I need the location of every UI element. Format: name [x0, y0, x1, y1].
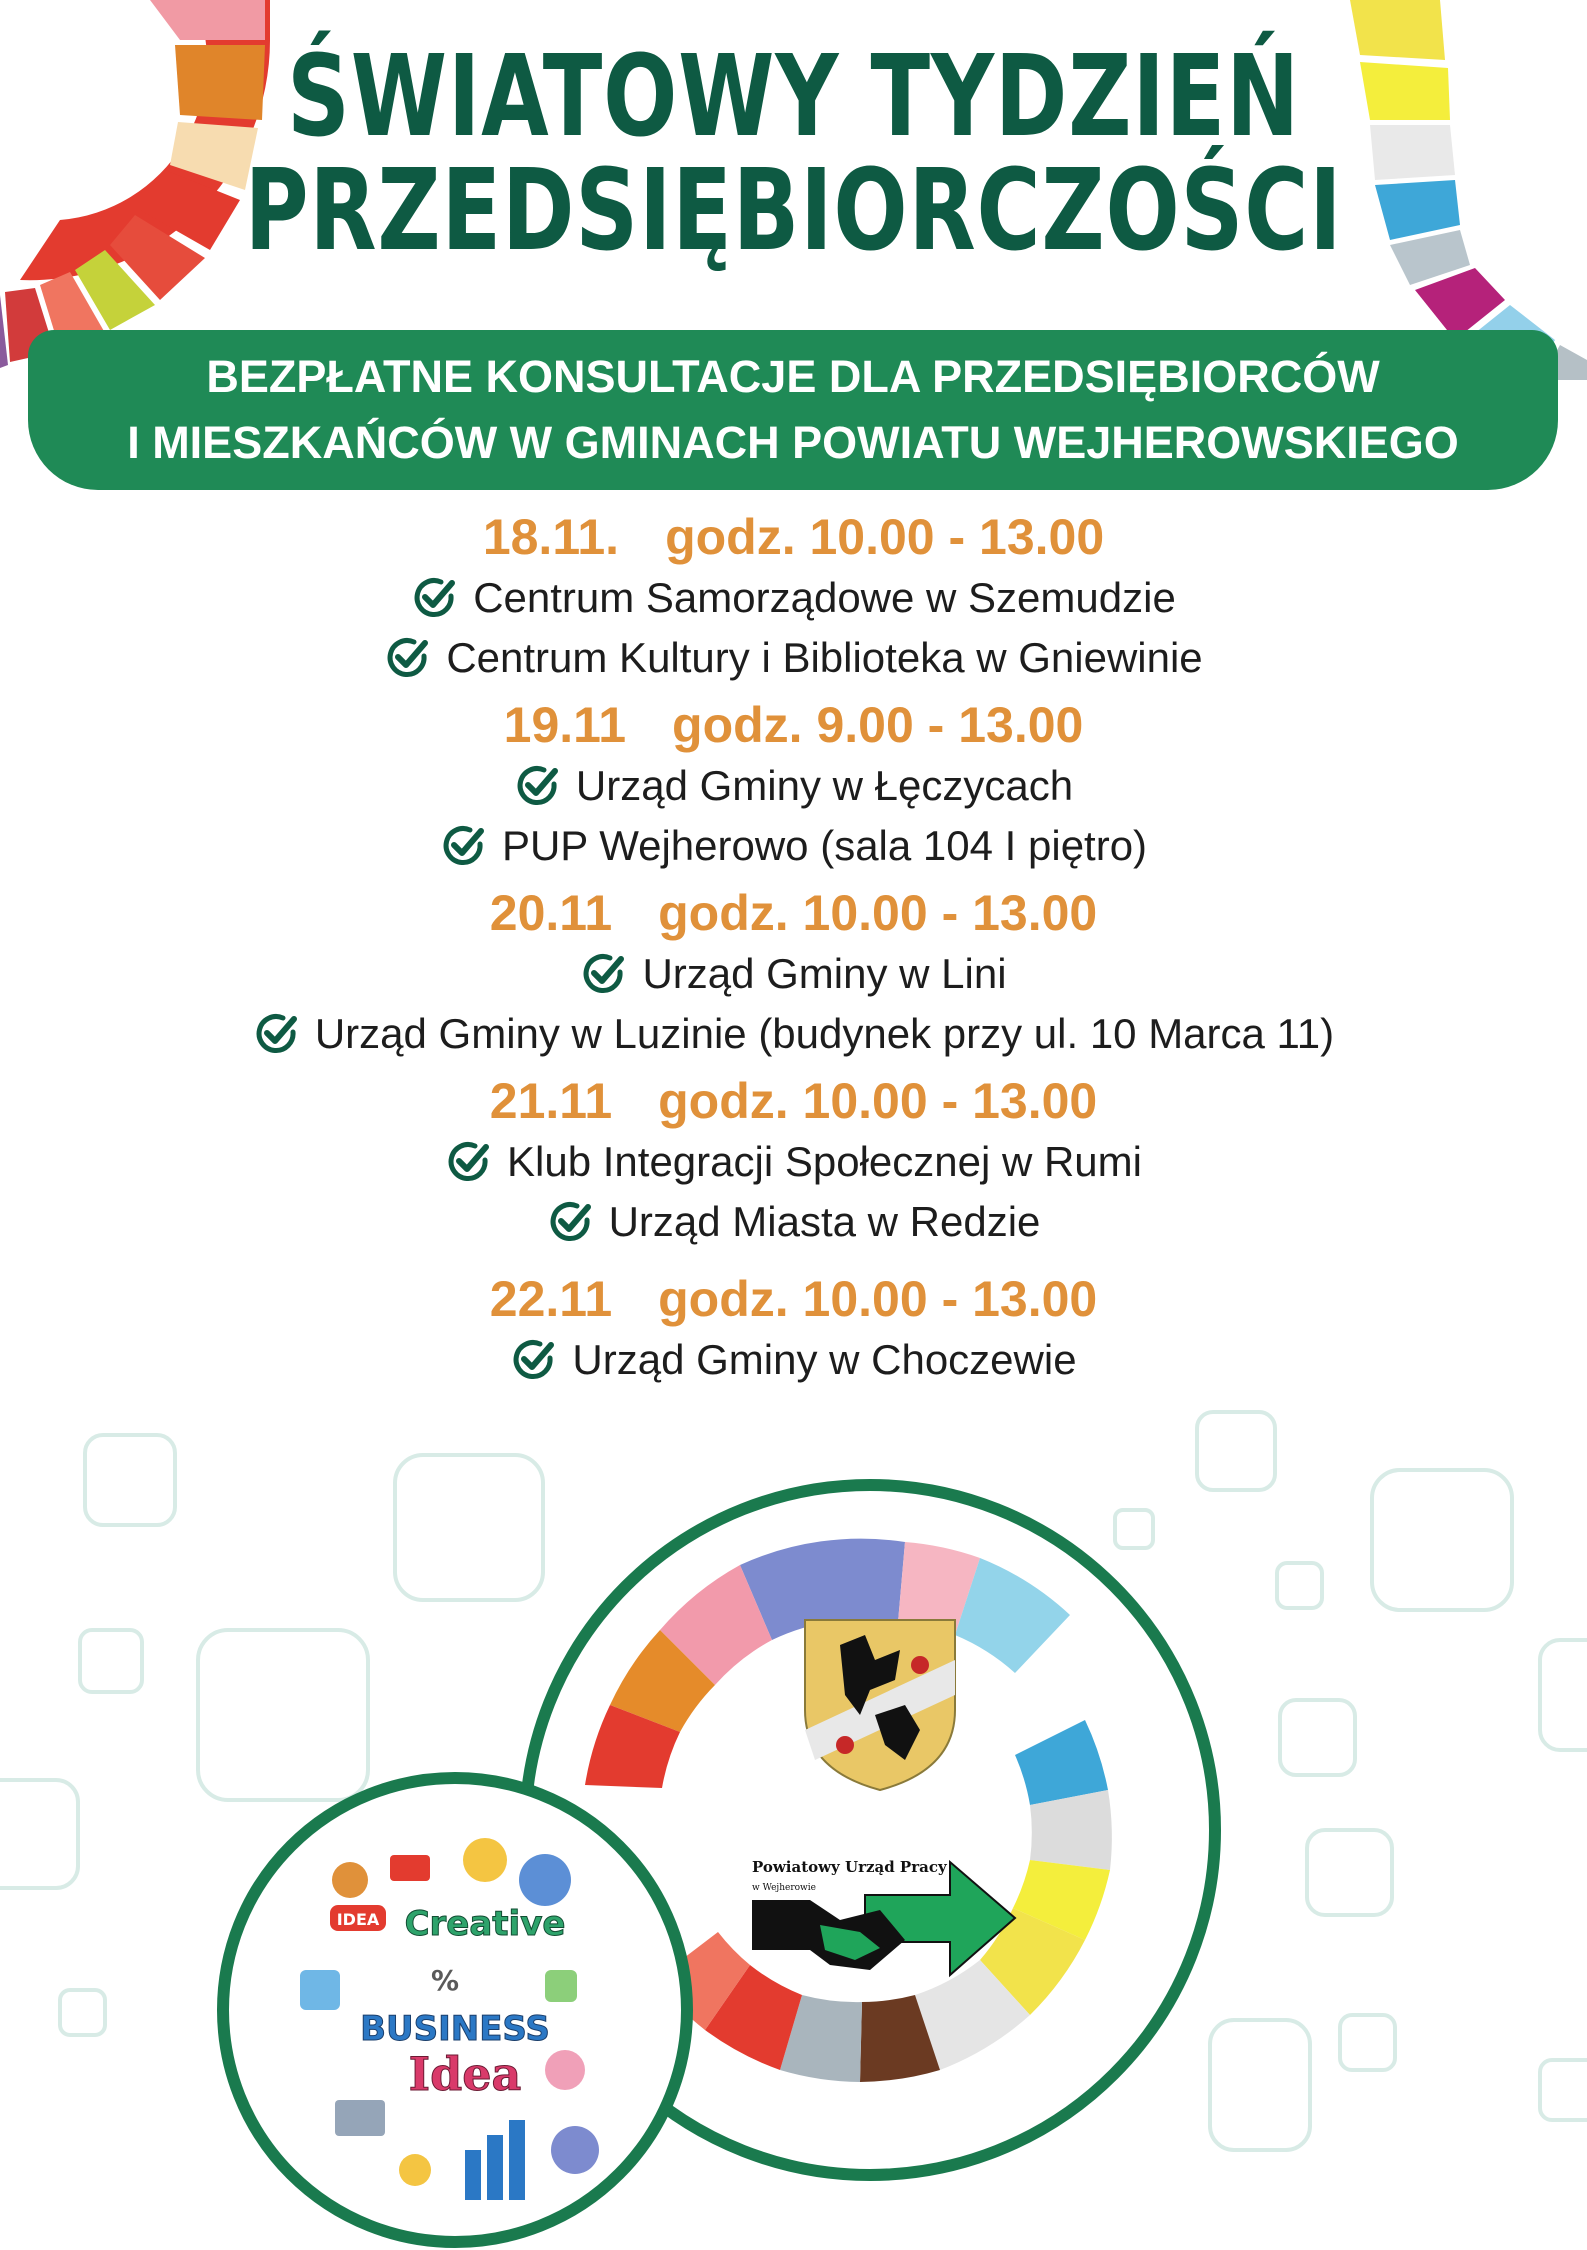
- schedule-day: [0, 694, 1587, 876]
- check-circle-icon: [510, 1336, 558, 1384]
- subtitle-banner: [28, 330, 1558, 490]
- schedule: [0, 506, 1587, 1390]
- location-name: Urząd Gminy w Lini: [642, 950, 1007, 997]
- collage-business: BUSINESS: [360, 2009, 550, 2049]
- logo-line-1: Powiatowy Urząd Pracy: [752, 1858, 947, 1876]
- day-date: 20.11: [489, 885, 613, 941]
- location-name: Klub Integracji Społecznej w Rumi: [507, 1138, 1142, 1185]
- schedule-day: [0, 1268, 1587, 1390]
- day-date: 22.11: [489, 1271, 613, 1327]
- location-item: [0, 816, 1587, 876]
- check-circle-icon: [411, 574, 459, 622]
- check-circle-icon: [445, 1138, 493, 1186]
- location-name: Centrum Kultury i Biblioteka w Gniewinie: [446, 634, 1203, 681]
- day-hours: godz. 10.00 - 13.00: [658, 885, 1098, 941]
- schedule-day: [0, 506, 1587, 688]
- check-circle-icon: [253, 1010, 301, 1058]
- collage-percent: %: [430, 1964, 460, 1997]
- check-circle-icon: [547, 1198, 595, 1246]
- location-item: [0, 756, 1587, 816]
- day-hours: godz. 10.00 - 13.00: [665, 509, 1105, 565]
- logo-line-2: w Wejherowie: [752, 1883, 816, 1893]
- collage-idea: Idea: [408, 2047, 522, 2101]
- page-title: [0, 32, 1587, 277]
- location-name: Urząd Gminy w Choczewie: [572, 1336, 1077, 1383]
- location-item: [0, 1330, 1587, 1390]
- schedule-day: [0, 1070, 1587, 1252]
- banner-line-1: BEZPŁATNE KONSULTACJE DLA PRZEDSIĘBIORCÓW: [206, 351, 1380, 402]
- collage-idea-badge: IDEA: [336, 1910, 380, 1929]
- day-date: 19.11: [503, 697, 627, 753]
- day-date: 21.11: [489, 1073, 613, 1129]
- location-name: PUP Wejherowo (sala 104 I piętro): [501, 822, 1148, 869]
- location-name: Urząd Miasta w Redzie: [608, 1198, 1041, 1245]
- check-circle-icon: [384, 634, 432, 682]
- day-hours: godz. 10.00 - 13.00: [658, 1271, 1098, 1327]
- location-item: [0, 568, 1587, 628]
- check-circle-icon: [440, 822, 488, 870]
- location-item: [0, 1192, 1587, 1252]
- collage-creative: Creative: [404, 1904, 566, 1944]
- location-item: [0, 1132, 1587, 1192]
- location-name: Centrum Samorządowe w Szemudzie: [473, 574, 1176, 621]
- title-line-2: PRZEDSIĘBIORCZOŚCI: [244, 146, 1343, 277]
- location-name: Urząd Gminy w Łęczycach: [575, 762, 1074, 809]
- coat-of-arms-icon: [805, 1620, 955, 1790]
- schedule-day: [0, 882, 1587, 1064]
- day-date: 18.11.: [482, 509, 620, 565]
- title-line-1: ŚWIATOWY TYDZIEŃ: [286, 32, 1300, 162]
- business-collage-circle: [215, 1770, 695, 2250]
- day-hours: godz. 9.00 - 13.00: [672, 697, 1084, 753]
- check-circle-icon: [514, 762, 562, 810]
- day-hours: godz. 10.00 - 13.00: [658, 1073, 1098, 1129]
- day-header: [0, 882, 1587, 944]
- location-item: [0, 628, 1587, 688]
- location-name: Urząd Gminy w Luzinie (budynek przy ul. 10 Marca 11): [314, 1010, 1335, 1057]
- location-item: [0, 944, 1587, 1004]
- banner-line-2: I MIESZKAŃCÓW W GMINACH POWIATU WEJHEROWSKIEGO: [127, 417, 1459, 468]
- check-circle-icon: [580, 950, 628, 998]
- day-header: [0, 694, 1587, 756]
- location-item: [0, 1004, 1587, 1064]
- day-header: [0, 506, 1587, 568]
- day-header: [0, 1268, 1587, 1330]
- day-header: [0, 1070, 1587, 1132]
